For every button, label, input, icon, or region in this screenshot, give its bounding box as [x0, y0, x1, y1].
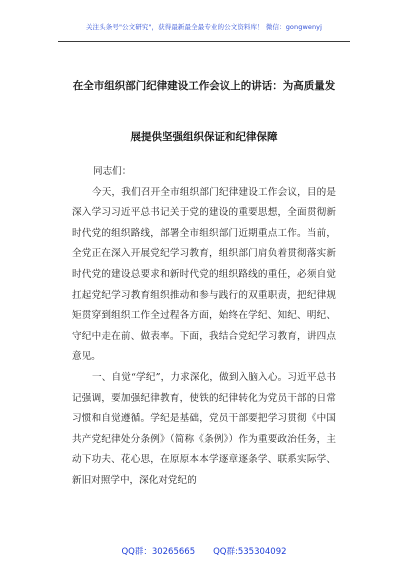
header-divider [58, 41, 350, 42]
greeting: 同志们： [93, 166, 132, 177]
footer-qq-group-1: QQ群：30265665 [121, 547, 196, 557]
body-paragraph-1: 今天，我们召开全市组织部门纪律建设工作会议，目的是深入学习习近平总书记关于党的建设的重要思想，全面贯彻新时代党的组织路线，部署全市组织部门近期重点工作。当前，全党正在深入开展党纪学习教育，组织部门肩负着贯彻落实新时代党的建设总要求和新时代党的组织路线的重任，必须自觉扛起党纪学习教育组织推动和参与践行的双重职责，把纪律规矩贯穿到组织工作全过程各方面，始终在学纪、知纪、明纪、守纪中走在前、做表率。下面，我结合党纪学习教育，讲四点意见。 [72, 186, 336, 363]
footer-contact [0, 545, 408, 557]
footer-qq-group-2: QQ群:535304092 [213, 547, 287, 557]
document-title-line-1: 在全市组织部门纪律建设工作会议上的讲话：为高质量发 [72, 80, 336, 92]
document-body [72, 162, 336, 492]
body-paragraph-2: 一、自觉“学纪”，力求深化，做到入脑入心。习近平总书记强调，要加强纪律教育，使铁的纪律转化为党员干部的日常习惯和自觉遵循。学纪是基础，党员干部要把学习贯彻《中国共产党纪律处分条例》（简称《条例》）作为重要政治任务，主动下功夫、花心思，在原原本本学逐章逐条学、联系实际学、新旧对照学中，深化对党纪的 [72, 371, 336, 486]
header-note: 关注头条号"公文研究"，获得最新最全最专业的公文资料库！ 微信：gongwenyj [85, 23, 323, 31]
document-title-line-2: 展提供坚强组织保证和纪律保障 [130, 131, 278, 143]
